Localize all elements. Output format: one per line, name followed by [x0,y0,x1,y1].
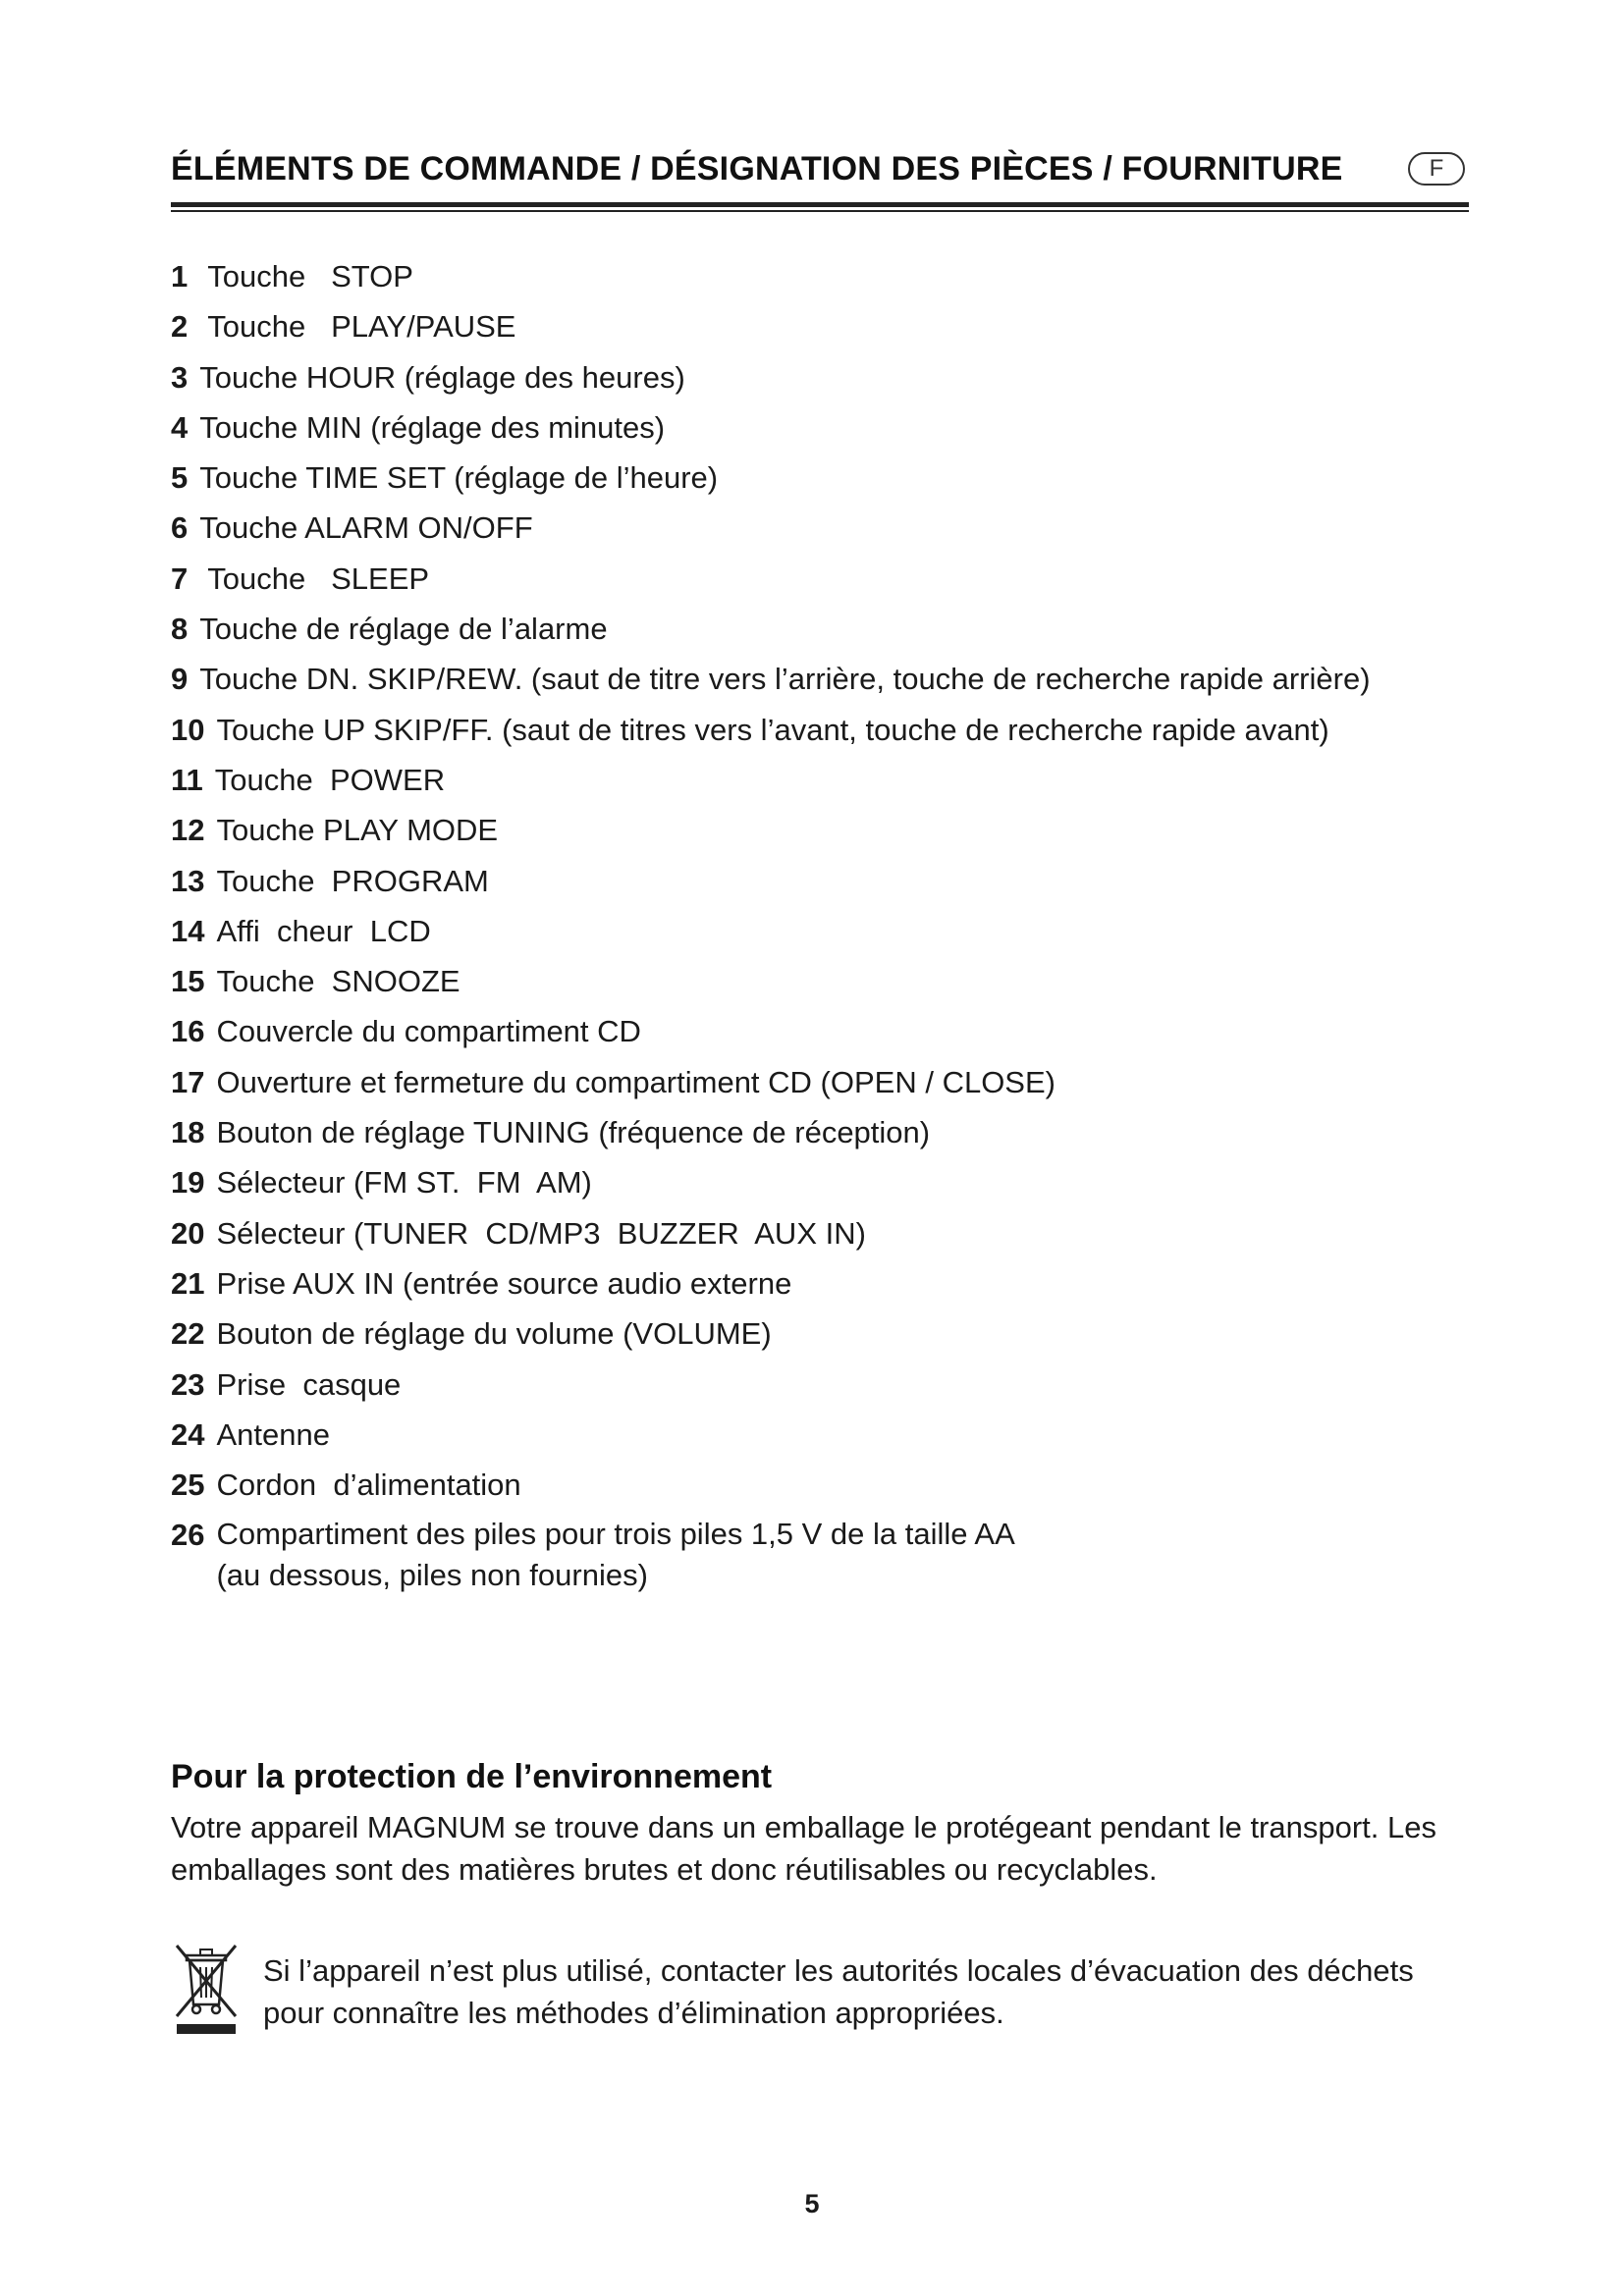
part-description: Cordon d’alimentation [216,1468,521,1503]
part-number: 5 [171,460,189,496]
list-item [171,1258,1487,1308]
part-description: Touche UP SKIP/FF. (saut de titres vers l’avant, touche de recherche rapide avant) [216,712,1329,747]
part-number: 22 [171,1316,205,1352]
part-number: 1 [171,259,189,294]
part-number: 4 [171,409,189,445]
list-item [171,402,1487,453]
list-item [171,554,1487,604]
part-number: 18 [171,1115,205,1150]
list-item [171,1006,1487,1056]
part-description: Sélecteur (FM ST. FM AM) [216,1165,592,1201]
part-description: Touche TIME SET (réglage de l’heure) [199,460,719,496]
list-item [171,251,1487,301]
part-description: Ouverture et fermeture du compartiment CD (OPEN / CLOSE) [216,1064,1056,1099]
environment-paragraph: Votre appareil MAGNUM se trouve dans un emballage le protégeant pendant le transport. Les emballages sont des matières brutes et donc réutilisables ou recyclables. [171,1810,1436,1887]
list-item [171,453,1487,503]
list-item [171,654,1487,704]
part-description: Touche PLAY MODE [216,813,499,848]
list-item [171,956,1487,1006]
list-item [171,856,1487,906]
part-description: Bouton de réglage du volume (VOLUME) [216,1316,772,1352]
list-item [171,1107,1487,1157]
part-number: 20 [171,1215,205,1251]
list-item [171,604,1487,654]
list-item [171,805,1487,855]
list-item [171,906,1487,956]
part-number: 24 [171,1416,205,1452]
page-title: ÉLÉMENTS DE COMMANDE / DÉSIGNATION DES PIÈCES / FOURNITURE [171,149,1343,187]
list-item [171,301,1487,351]
part-number: 25 [171,1468,205,1503]
part-description: Couvercle du compartiment CD [216,1014,641,1049]
part-number: 11 [171,762,203,797]
part-number: 26 [171,1518,205,1553]
part-description: Bouton de réglage TUNING (fréquence de réception) [216,1115,931,1150]
list-item [171,1360,1487,1410]
part-number: 7 [171,561,189,596]
part-number: 6 [171,510,189,546]
list-item [171,1057,1487,1107]
environment-section [171,1755,1477,2036]
part-description: Compartiment des piles pour trois piles 1,5 V de la taille AA (au dessous, piles non fournies) [216,1517,1015,1593]
part-description: Touche de réglage de l’alarme [199,612,608,647]
part-description: Sélecteur (TUNER CD/MP3 BUZZER AUX IN) [216,1215,866,1251]
part-number: 14 [171,913,205,948]
list-item [171,1510,1487,1596]
part-description: Touche POWER [214,762,446,797]
section-header [171,143,1469,212]
part-number: 23 [171,1366,205,1402]
part-description: Touche DN. SKIP/REW. (saut de titre vers l’arrière, touche de recherche rapide arrière) [199,662,1371,697]
header-rule [171,202,1469,207]
parts-list [171,251,1487,1596]
part-description: Touche SNOOZE [216,964,460,999]
list-item [171,503,1487,553]
part-description: Touche HOUR (réglage des heures) [199,359,685,395]
disposal-text: Si l’appareil n’est plus utilisé, contacter les autorités locales d’évacuation des déchets pour connaître les méthodes d’élimination appropriées. [263,1953,1414,2030]
environment-heading: Pour la protection de l’environnement [171,1758,773,1795]
part-number: 17 [171,1064,205,1099]
list-item [171,1410,1487,1460]
list-item [171,755,1487,805]
crossed-out-wheelie-bin-icon [171,1942,242,2036]
disposal-notice [171,1942,1477,2036]
part-number: 8 [171,612,189,647]
list-item [171,1460,1487,1510]
list-item [171,1157,1487,1207]
part-description: Affi cheur LCD [216,913,431,948]
part-number: 12 [171,813,205,848]
list-item [171,705,1487,755]
part-description: Prise casque [216,1366,402,1402]
part-number: 19 [171,1165,205,1201]
part-description: Touche PLAY/PAUSE [199,309,516,345]
language-badge: F [1408,152,1465,186]
list-item [171,1208,1487,1258]
list-item [171,1308,1487,1359]
part-number: 15 [171,964,205,999]
part-description: Touche SLEEP [199,561,430,596]
part-description: Prise AUX IN (entrée source audio externe [216,1265,792,1301]
part-number: 16 [171,1014,205,1049]
part-description: Touche ALARM ON/OFF [199,510,533,546]
header-rule-thin [171,210,1469,212]
part-number: 9 [171,662,189,697]
part-number: 13 [171,863,205,898]
part-number: 3 [171,359,189,395]
list-item [171,352,1487,402]
header-row [171,143,1469,194]
page-number: 5 [804,2189,820,2218]
part-description: Antenne [216,1416,330,1452]
part-description: Touche PROGRAM [216,863,489,898]
part-number: 21 [171,1265,205,1301]
part-description: Touche MIN (réglage des minutes) [199,409,666,445]
part-number: 2 [171,309,189,345]
part-number: 10 [171,712,205,747]
part-description: Touche STOP [199,259,413,294]
